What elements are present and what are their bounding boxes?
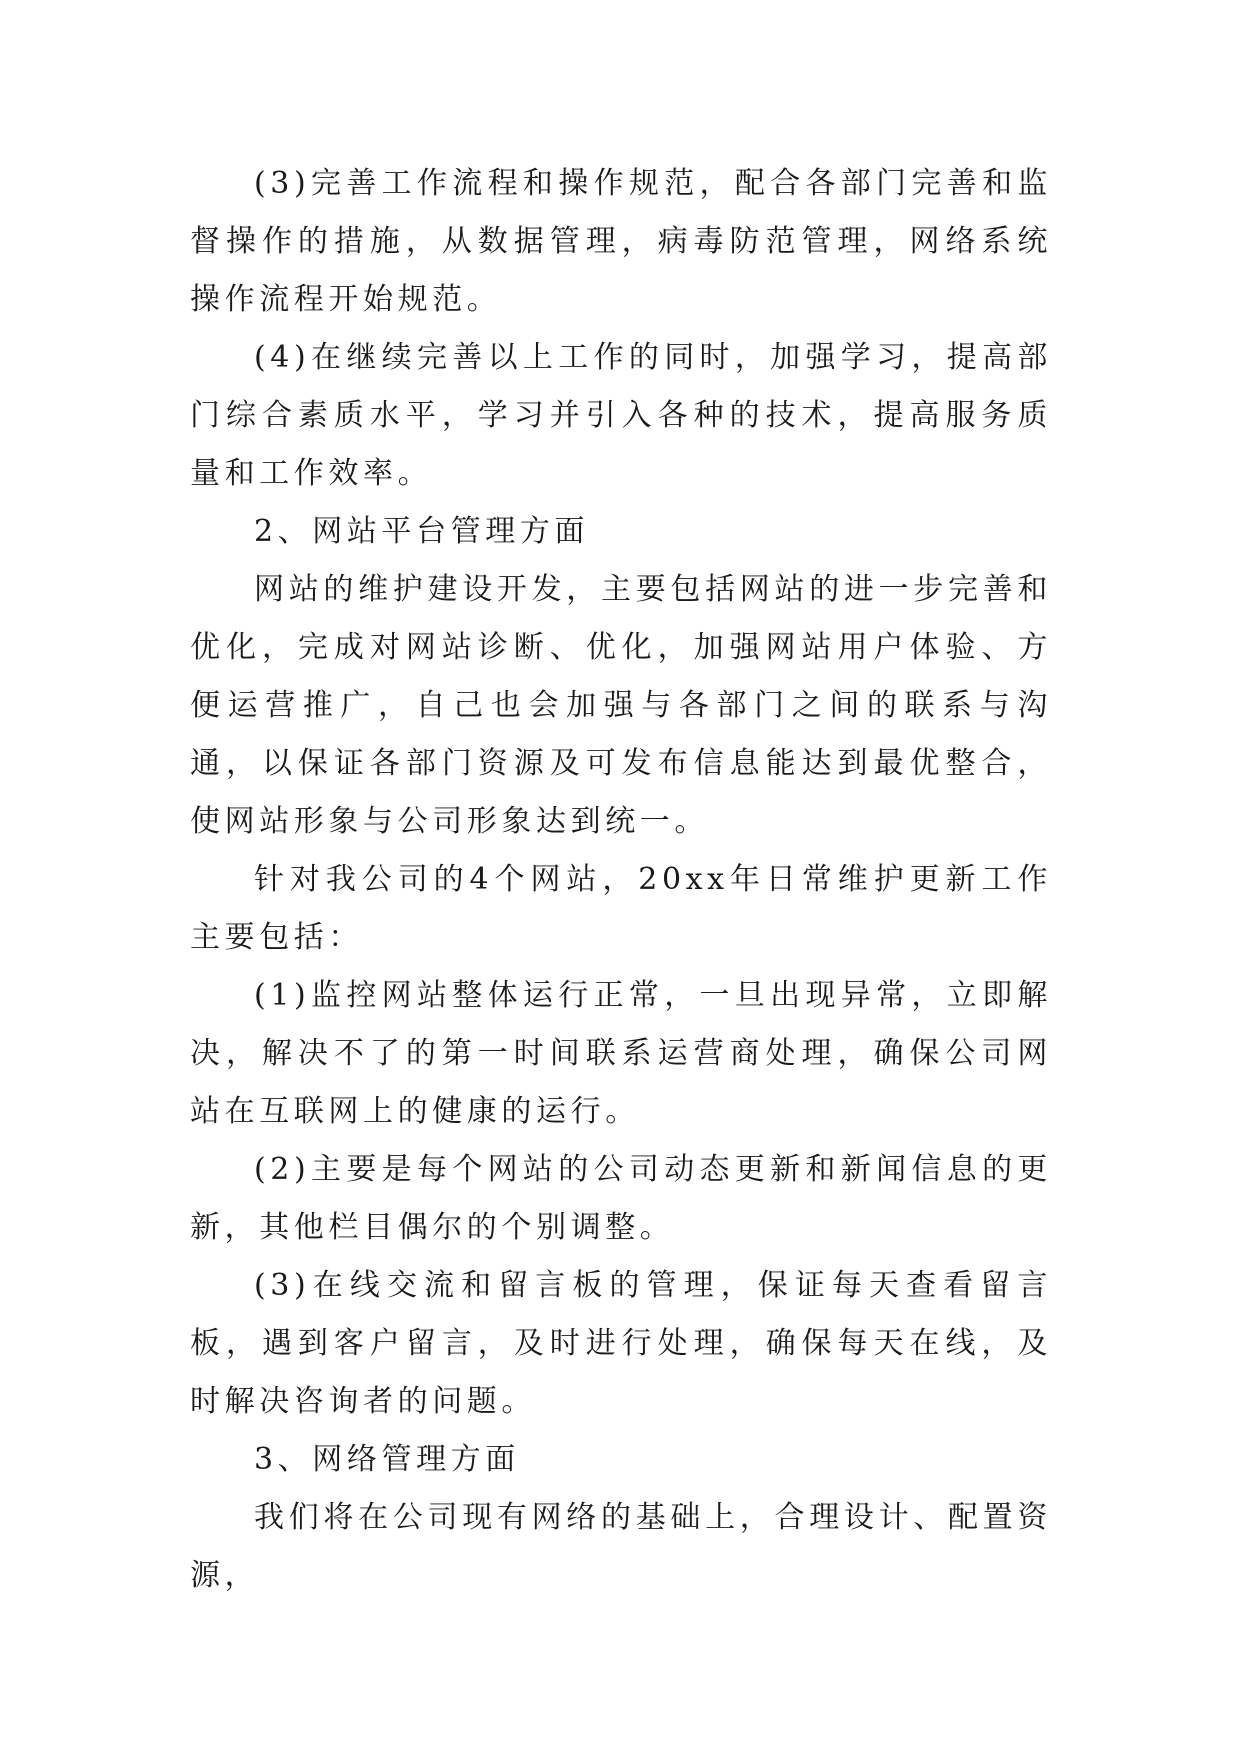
paragraph-message-board: (3)在线交流和留言板的管理，保证每天查看留言板，遇到客户留言，及时进行处理，确保每天在线，及时解决咨询者的问题。 — [190, 1268, 1052, 1419]
paragraph-network-resources: 我们将在公司现有网络的基础上，合理设计、配置资源， — [190, 1500, 1052, 1593]
paragraph-continued-learning: (4)在继续完善以上工作的同时，加强学习，提高部门综合素质水平，学习并引入各种的技术，提高服务质量和工作效率。 — [190, 340, 1052, 491]
paragraph-website-maintenance: 网站的维护建设开发，主要包括网站的进一步完善和优化，完成对网站诊断、优化，加强网站用户体验、方便运营推广，自己也会加强与各部门之间的联系与沟通，以保证各部门资源及可发布信息能达到最优整合，使网站形象与公司形象达到统一。 — [190, 572, 1052, 839]
section-heading-website-platform: 2、网站平台管理方面 — [254, 514, 590, 549]
paragraph-monitor-websites: (1)监控网站整体运行正常，一旦出现异常，立即解决，解决不了的第一时间联系运营商处理，确保公司网站在互联网上的健康的运行。 — [190, 978, 1052, 1129]
paragraph-workflow-standards: (3)完善工作流程和操作规范，配合各部门完善和监督操作的措施，从数据管理，病毒防范管理，网络系统操作流程开始规范。 — [190, 166, 1052, 317]
paragraph-website-update-intro: 针对我公司的4个网站，20xx年日常维护更新工作主要包括： — [190, 862, 1052, 955]
document-body — [190, 155, 1052, 1605]
section-heading-network-management: 3、网络管理方面 — [254, 1442, 520, 1477]
paragraph-news-updates: (2)主要是每个网站的公司动态更新和新闻信息的更新，其他栏目偶尔的个别调整。 — [190, 1152, 1052, 1245]
